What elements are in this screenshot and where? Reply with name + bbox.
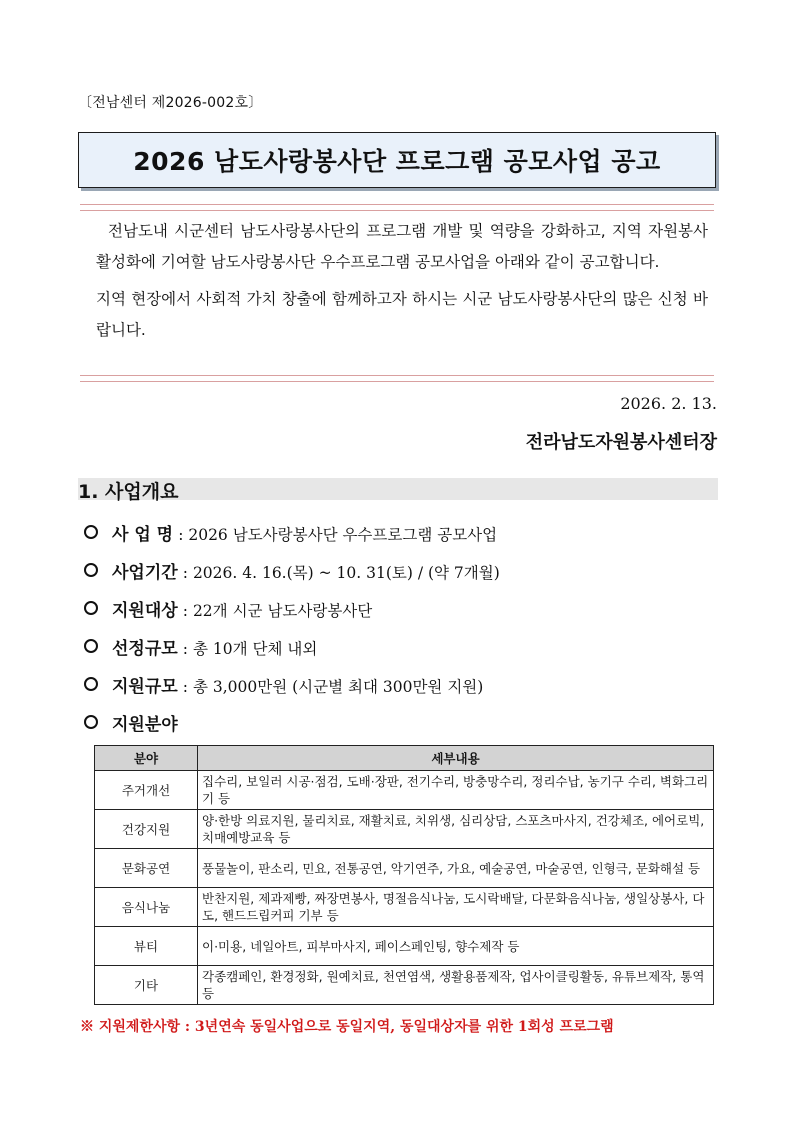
circle-bullet-icon (84, 639, 98, 653)
overview-item-selection (84, 634, 317, 659)
overview-item-period (84, 558, 500, 583)
table-cell-detail: 양·한방 의료지원, 물리치료, 재활치료, 치위생, 심리상담, 스포츠마사지, 건강체조, 에어로빅, 치매예방교육 등 (198, 810, 714, 849)
table-cell-category: 주거개선 (95, 771, 198, 810)
table-row (95, 966, 714, 1005)
overview-item-target (84, 596, 372, 621)
support-fields-table (94, 745, 714, 1005)
table-cell-detail: 이·미용, 네일아트, 피부마사지, 페이스페인팅, 향수제작 등 (198, 927, 714, 966)
table-row (95, 927, 714, 966)
table-cell-category: 기타 (95, 966, 198, 1005)
intro-paragraph-1: 전남도내 시군센터 남도사랑봉사단의 프로그램 개발 및 역량을 강화하고, 지역 자원봉사 활성화에 기여할 남도사랑봉사단 우수프로그램 공모사업을 아래와 같이 공고합니다. (96, 222, 708, 271)
item-value: : 총 10개 단체 내외 (182, 640, 318, 658)
title-box (78, 132, 716, 188)
document-number: 〔전남센터 제2026-002호〕 (78, 95, 263, 111)
item-label: 사업기간 (112, 563, 178, 583)
section-heading-bar (78, 478, 718, 503)
table-header-row (95, 746, 714, 771)
item-value: : 22개 시군 남도사랑봉사단 (182, 602, 373, 620)
table-cell-detail: 풍물놀이, 판소리, 민요, 전통공연, 악기연주, 가요, 예술공연, 마술공연, 인형극, 문화해설 등 (198, 849, 714, 888)
item-label: 지원규모 (112, 677, 178, 697)
circle-bullet-icon (84, 677, 98, 691)
announcement-date: 2026. 2. 13. (620, 394, 717, 413)
restriction-note: ※ 지원제한사항 : 3년연속 동일사업으로 동일지역, 동일대상자를 위한 1회성 프로그램 (80, 1019, 614, 1035)
table-header-category: 분야 (95, 746, 198, 771)
item-label: 지원대상 (112, 601, 178, 621)
table-row (95, 888, 714, 927)
table-cell-detail: 반찬지원, 제과제빵, 짜장면봉사, 명절음식나눔, 도시락배달, 다문화음식나눔, 생일상봉사, 다도, 핸드드립커피 기부 등 (198, 888, 714, 927)
item-value: : 2026 남도사랑봉사단 우수프로그램 공모사업 (178, 526, 498, 544)
overview-item-support-scale (84, 672, 483, 697)
circle-bullet-icon (84, 715, 98, 729)
table-cell-category: 음식나눔 (95, 888, 198, 927)
divider-top (80, 204, 714, 211)
table-header-detail: 세부내용 (198, 746, 714, 771)
circle-bullet-icon (84, 563, 98, 577)
intro-paragraph-2: 지역 현장에서 사회적 가치 창출에 함께하고자 하시는 시군 남도사랑봉사단의 많은 신청 바랍니다. (96, 290, 708, 339)
item-label: 사 업 명 (112, 525, 174, 545)
table-cell-detail: 집수리, 보일러 시공·점검, 도배·장판, 전기수리, 방충망수리, 정리수납, 농기구 수리, 벽화그리기 등 (198, 771, 714, 810)
table-row (95, 810, 714, 849)
table-row (95, 771, 714, 810)
circle-bullet-icon (84, 601, 98, 615)
overview-item-name (84, 520, 497, 545)
circle-bullet-icon (84, 525, 98, 539)
signature: 전라남도자원봉사센터장 (525, 432, 717, 453)
overview-item-support-fields (84, 710, 178, 735)
item-value: : 총 3,000만원 (시군별 최대 300만원 지원) (182, 678, 484, 696)
table-cell-category: 뷰티 (95, 927, 198, 966)
intro-text (96, 216, 708, 352)
table-cell-category: 문화공연 (95, 849, 198, 888)
item-label: 지원분야 (112, 715, 178, 735)
divider-bottom (80, 375, 714, 382)
table-row (95, 849, 714, 888)
table-cell-category: 건강지원 (95, 810, 198, 849)
page-title: 2026 남도사랑봉사단 프로그램 공모사업 공고 (133, 147, 661, 176)
section-heading: 1. 사업개요 (78, 481, 179, 503)
table-cell-detail: 각종캠페인, 환경정화, 원예치료, 천연염색, 생활용품제작, 업사이클링활동, 유튜브제작, 통역 등 (198, 966, 714, 1005)
item-label: 선정규모 (112, 639, 178, 659)
item-value: : 2026. 4. 16.(목) ~ 10. 31(토) / (약 7개월) (182, 564, 500, 582)
